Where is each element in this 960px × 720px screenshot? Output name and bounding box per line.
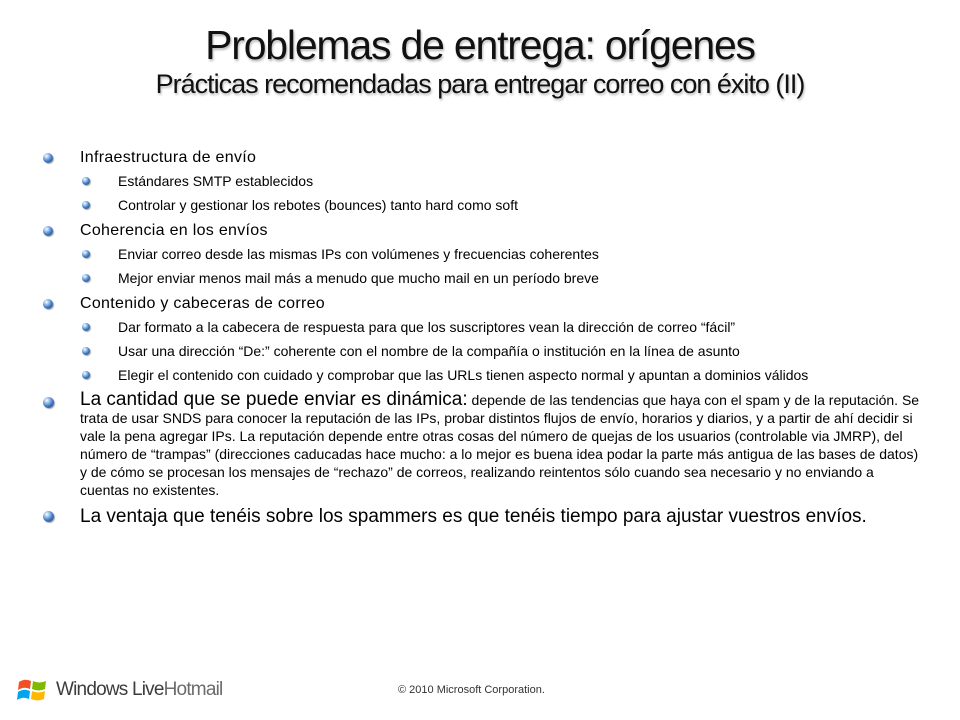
bullet-text: Contenido y cabeceras de correo: [80, 295, 325, 312]
brand-name: [56, 679, 222, 701]
sub-bullet-text: Elegir el contenido con cuidado y comprobar que las URLs tienen aspecto normal y apuntan a dominios válidos: [118, 367, 809, 383]
blue-sphere-bullet-icon: [82, 371, 90, 379]
blue-sphere-bullet-icon: [82, 201, 90, 209]
blue-sphere-bullet-icon: [82, 274, 90, 282]
sub-bullet-item: [40, 270, 920, 287]
sub-bullet-text: Dar formato a la cabecera de respuesta para que los suscriptores vean la dirección de correo “fácil”: [118, 319, 736, 335]
blue-sphere-bullet-icon: [43, 153, 53, 163]
brand-windows-live: Windows Live: [56, 679, 164, 700]
blue-sphere-bullet-icon: [82, 250, 90, 258]
sub-bullet-item: [40, 197, 920, 214]
sub-bullet-item: [40, 343, 920, 360]
sub-bullet-text: Mejor enviar menos mail más a menudo que mucho mail en un período breve: [118, 270, 599, 286]
slide-title: Problemas de entrega: orígenes: [205, 22, 755, 68]
windows-live-hotmail-logo: [16, 676, 222, 704]
blue-sphere-bullet-icon: [43, 511, 54, 522]
bullet-item: [40, 221, 920, 241]
sub-bullet-item: [40, 246, 920, 263]
sub-bullet-item: [40, 319, 920, 336]
final-point-text: La ventaja que tenéis sobre los spammers es que tenéis tiempo para ajustar vuestros envíos.: [80, 506, 867, 527]
blue-sphere-bullet-icon: [82, 347, 90, 355]
sub-bullet-item: [40, 367, 920, 384]
final-point: [40, 506, 920, 527]
bullet-text: Infraestructura de envío: [80, 149, 257, 166]
blue-sphere-bullet-icon: [43, 397, 54, 408]
sub-bullet-item: [40, 173, 920, 190]
dynamic-point-lead: La cantidad que se puede enviar es dinámica:: [80, 389, 468, 410]
blue-sphere-bullet-icon: [82, 323, 90, 331]
bullet-item: [40, 148, 920, 168]
bullet-text: Coherencia en los envíos: [80, 222, 268, 239]
copyright-notice: © 2010 Microsoft Corporation.: [398, 684, 545, 696]
title-block: [0, 22, 960, 100]
brand-hotmail: Hotmail: [163, 679, 223, 700]
windows-flag-icon: [16, 676, 50, 704]
sub-bullet-text: Estándares SMTP establecidos: [118, 173, 314, 189]
sub-bullet-text: Usar una dirección “De:” coherente con el nombre de la compañía o institución en la línea de asunto: [118, 343, 740, 359]
dynamic-point: [40, 391, 920, 499]
sub-bullet-text: Controlar y gestionar los rebotes (bounces) tanto hard como soft: [118, 197, 518, 213]
dynamic-point-text: depende de las tendencias que haya con el spam y de la reputación. Se trata de usar SNDS para conocer la reputación de las IPs, probar distintos flujos de envío, horarios y diarios, y a partir de ahí decidir si vale la pena agregar IPs. La reputación depende entre otras cosas del número de quejas de los usuarios (controlable via JMRP), del número de “trampas” (direcciones caducadas hace mucho: a lo mejor es buena idea podar la parte más antigua de las bases de datos) y de cómo se procesan los mensajes de “rechazo” de correos, realizando reintentos sólo cuando sea necesario y no enviando a cuentas no existentes.: [80, 392, 920, 498]
blue-sphere-bullet-icon: [82, 177, 90, 185]
blue-sphere-bullet-icon: [43, 299, 53, 309]
slide-body: [40, 148, 920, 527]
sub-bullet-text: Enviar correo desde las mismas IPs con volúmenes y frecuencias coherentes: [118, 246, 599, 262]
bullet-item: [40, 294, 920, 314]
slide-subtitle: Prácticas recomendadas para entregar correo con éxito (II): [155, 69, 805, 99]
blue-sphere-bullet-icon: [43, 226, 53, 236]
